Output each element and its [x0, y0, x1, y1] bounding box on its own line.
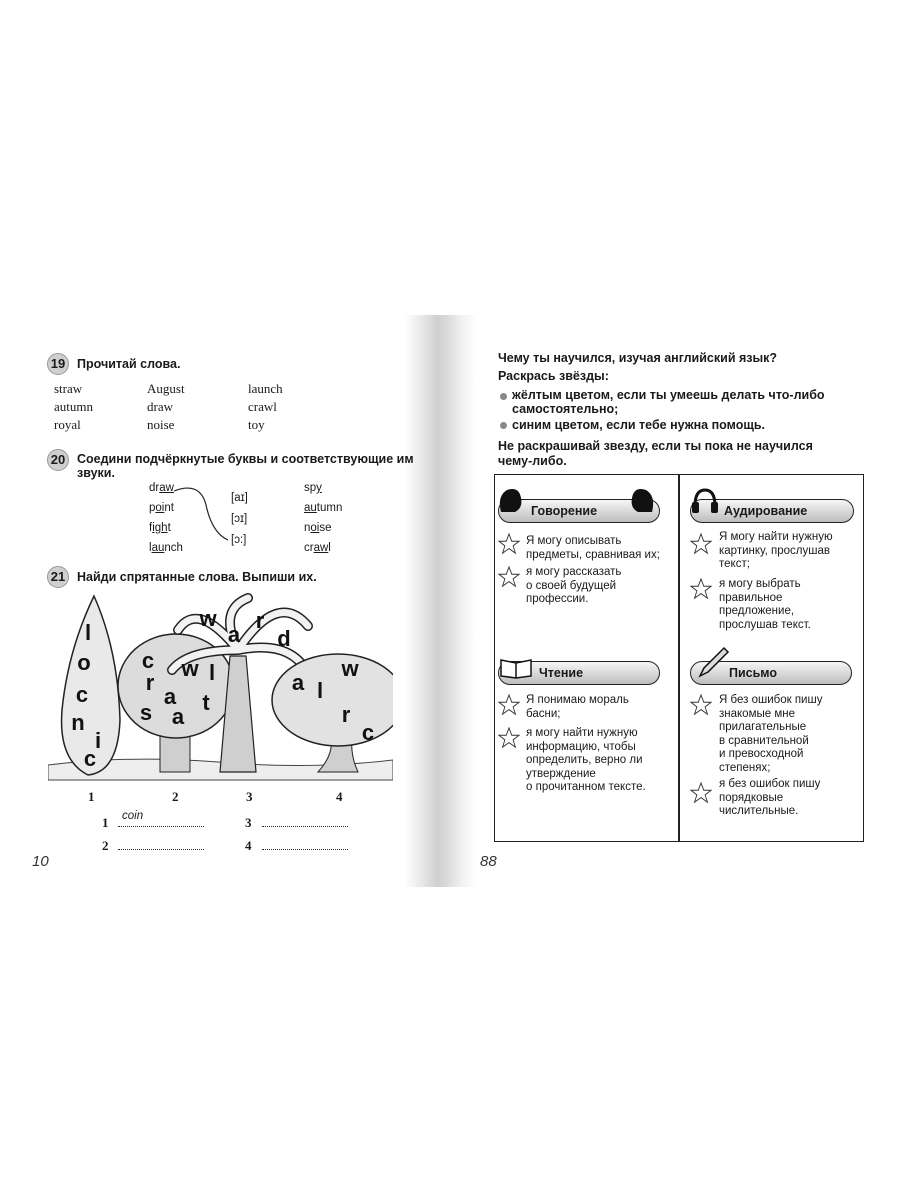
- bullet-dot: [500, 393, 507, 400]
- page-number-right: 88: [480, 853, 497, 870]
- tree-letter: w: [181, 656, 199, 681]
- section-header-speaking: Говорение: [498, 499, 660, 523]
- tree-letter: n: [71, 710, 85, 735]
- intro-instruction: Раскрась звёзды:: [498, 369, 609, 383]
- match-word-right: crawl: [304, 542, 331, 554]
- two-heads-icon: [628, 486, 656, 516]
- tree-letter: i: [94, 728, 102, 753]
- page-number-left: 10: [32, 853, 49, 870]
- word: crawl: [248, 399, 277, 414]
- pen-icon: [696, 646, 730, 680]
- book-icon: [499, 654, 535, 680]
- match-word-right: autumn: [304, 502, 343, 514]
- answer-number: 4: [245, 838, 252, 853]
- answer-number: 3: [245, 815, 252, 830]
- star-checkbox[interactable]: [690, 533, 712, 555]
- exercise-number-20: 20: [47, 449, 69, 471]
- section-header-writing: Письмо: [690, 661, 852, 685]
- exercise-19-title: Прочитай слова.: [77, 357, 181, 371]
- word: toy: [248, 417, 265, 432]
- section-header-reading: Чтение: [498, 661, 660, 685]
- note: Не раскрашивай звезду, если ты пока не научился: [498, 439, 813, 453]
- note-line2: чему-либо.: [498, 454, 567, 468]
- match-word-right: spy: [304, 482, 322, 494]
- word: royal: [54, 417, 81, 432]
- word: straw: [54, 381, 83, 396]
- bullet-yellow: жёлтым цветом, если ты умеешь делать что-либо: [512, 388, 825, 402]
- word: August: [147, 381, 185, 396]
- tree-letter: d: [277, 626, 291, 651]
- tree-label: 2: [172, 789, 179, 804]
- trees-illustration: [48, 590, 393, 790]
- headphones-icon: [691, 486, 719, 516]
- bullet-yellow-line2: самостоятельно;: [512, 402, 619, 416]
- exercise-21-title: Найди спрятанные слова. Выпиши их.: [77, 570, 317, 584]
- section-header-listening: Аудирование: [690, 499, 854, 523]
- skill-item: Я могу найти нужную картинку, прослушав текст;: [719, 531, 833, 570]
- skill-item: Я без ошибок пишу знакомые мне прилагательные в сравнительной и превосходной степенях;: [719, 694, 823, 774]
- skill-item: я могу рассказать о своей будущей профессии.: [526, 566, 622, 605]
- word: launch: [248, 381, 283, 396]
- match-word-left: launch: [149, 542, 183, 554]
- bullet-dot: [500, 422, 507, 429]
- answer-line-4[interactable]: [262, 848, 348, 850]
- two-heads-icon: [497, 486, 523, 516]
- word: noise: [147, 417, 175, 432]
- tree-letter: a: [291, 670, 305, 695]
- star-checkbox[interactable]: [498, 533, 520, 555]
- answer-line-3[interactable]: [262, 825, 348, 827]
- word: autumn: [54, 399, 93, 414]
- match-word-right: noise: [304, 522, 332, 534]
- skill-item: я без ошибок пишу порядковые числительные.: [719, 778, 821, 817]
- tree-label: 3: [246, 789, 253, 804]
- star-checkbox[interactable]: [498, 566, 520, 588]
- exercise-20-title: Соедини подчёркнутые буквы и соответствующие им: [77, 452, 414, 466]
- tree-label: 4: [336, 789, 343, 804]
- tree-letter: l: [316, 678, 324, 703]
- answer-number: 1: [102, 815, 109, 830]
- book-gutter: [405, 315, 477, 887]
- tree-letter: r: [145, 670, 155, 695]
- skill-item: Я могу описывать предметы, сравнивая их;: [526, 535, 660, 561]
- tree-letter: a: [227, 622, 241, 647]
- tree-letter: c: [141, 648, 155, 673]
- tree-letter: c: [83, 746, 97, 771]
- answer-line-2[interactable]: [118, 848, 204, 850]
- tree-letter: c: [75, 682, 89, 707]
- exercise-number-19: 19: [47, 353, 69, 375]
- match-word-left: fight: [149, 522, 171, 534]
- skill-item: Я понимаю мораль басни;: [526, 694, 629, 720]
- tree-letter: s: [139, 700, 153, 725]
- skill-item: я могу выбрать правильное предложение, прослушав текст.: [719, 578, 811, 631]
- sound: [aɪ]: [231, 492, 248, 504]
- match-line: [170, 485, 230, 545]
- column-divider: [678, 474, 680, 842]
- tree-letter: r: [341, 702, 351, 727]
- tree-letter: r: [255, 608, 265, 633]
- answer-text-1: coin: [122, 810, 144, 822]
- tree-letter: c: [361, 720, 375, 745]
- star-checkbox[interactable]: [690, 578, 712, 600]
- tree-letter: t: [202, 690, 210, 715]
- word: draw: [147, 399, 173, 414]
- sound: [ɔ:]: [231, 534, 247, 546]
- star-checkbox[interactable]: [690, 694, 712, 716]
- answer-line-1[interactable]: [118, 825, 204, 827]
- tree-letter: a: [171, 704, 185, 729]
- match-word-left: point: [149, 502, 174, 514]
- tree-label: 1: [88, 789, 95, 804]
- bullet-blue: синим цветом, если тебе нужна помощь.: [512, 418, 766, 432]
- intro-question: Чему ты научился, изучая английский язык?: [498, 351, 778, 365]
- answer-number: 2: [102, 838, 109, 853]
- match-word-left: draw: [149, 482, 174, 494]
- tree-letter: w: [199, 606, 217, 631]
- tree-letter: w: [341, 656, 359, 681]
- star-checkbox[interactable]: [498, 694, 520, 716]
- tree-letter: a: [163, 684, 177, 709]
- tree-letter: l: [208, 660, 216, 685]
- skill-item: я могу найти нужную информацию, чтобы определить, верно ли утверждение о прочитанном тексте.: [526, 727, 646, 793]
- exercise-20-title-line2: звуки.: [77, 466, 115, 480]
- tree-letter: o: [77, 650, 91, 675]
- star-checkbox[interactable]: [690, 782, 712, 804]
- star-checkbox[interactable]: [498, 727, 520, 749]
- tree-letter: l: [84, 620, 92, 645]
- sound: [ɔɪ]: [231, 513, 248, 525]
- exercise-number-21: 21: [47, 566, 69, 588]
